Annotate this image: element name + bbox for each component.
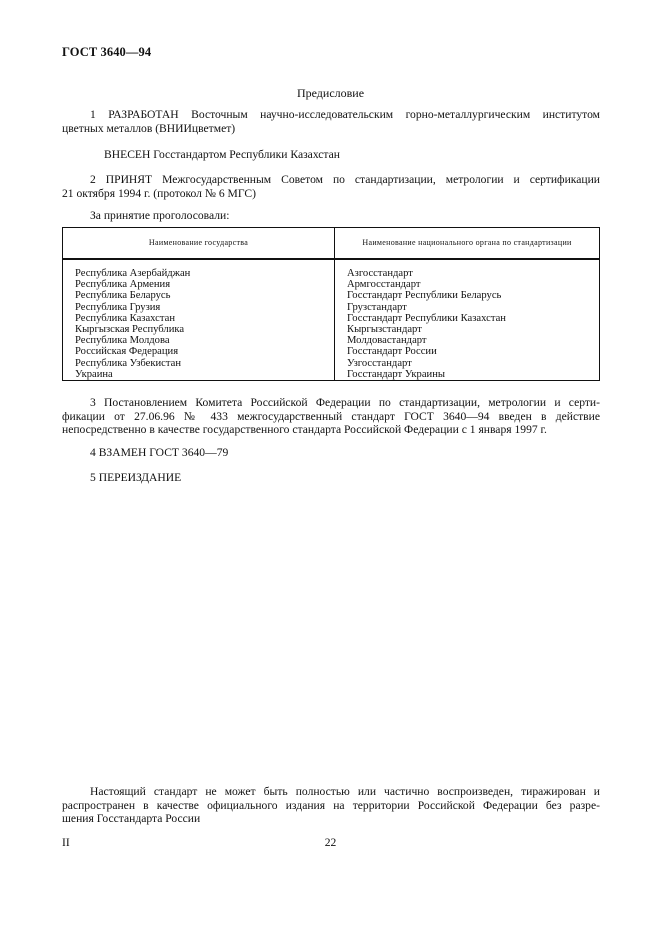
- section-1: [62, 108, 600, 135]
- standards-body-name: Кыргызстандарт: [347, 324, 422, 336]
- standards-body-name: Госстандарт России: [347, 346, 437, 358]
- section-3: [62, 396, 600, 437]
- copyright-notice: [62, 785, 600, 826]
- column-header-state: Наименование государства: [63, 228, 335, 260]
- states-cell: [63, 259, 335, 381]
- table-row: [63, 259, 600, 381]
- state-name: Республика Казахстан: [75, 312, 176, 324]
- standards-body-name: Госстандарт Республики Казахстан: [347, 312, 506, 324]
- state-name: Кыргызская Республика: [75, 324, 185, 336]
- standards-body-name: Госстандарт Украины: [347, 368, 445, 380]
- standards-body-name: Узгосстандарт: [347, 357, 412, 369]
- section-5: 5 ПЕРЕИЗДАНИЕ: [90, 471, 182, 484]
- section-2: [62, 173, 600, 200]
- section-3-line-1: 3 Постановлением Комитета Российской Федерации по стандартизации, метрологии и серти-: [90, 396, 600, 409]
- copyright-line-3: шения Госстандарта России: [62, 812, 201, 825]
- copyright-line-2: распространен в качестве официального издания на территории Российской Федерации без разре-: [62, 798, 600, 812]
- section-2-line-1: 2 ПРИНЯТ Межгосударственным Советом по стандартизации, метрологии и сертификации: [90, 173, 600, 186]
- standards-body-name: Госстандарт Республики Беларусь: [347, 290, 502, 302]
- state-name: Республика Грузия: [75, 301, 161, 313]
- section-3-line-2: фикации от 27.06.96 № 433 межгосударственный стандарт ГОСТ 3640—94 введен в действие: [62, 409, 600, 423]
- standards-body-name: Азгосстандарт: [347, 268, 413, 279]
- introduced-by: ВНЕСЕН Госстандартом Республики Казахстан: [104, 148, 340, 161]
- state-name: Украина: [75, 368, 113, 380]
- column-header-body: Наименование национального органа по стандартизации: [335, 228, 600, 260]
- state-name: Республика Азербайджан: [75, 268, 191, 279]
- standards-body-name: Грузстандарт: [347, 301, 407, 313]
- voted-label: За принятие проголосовали:: [90, 209, 230, 222]
- standards-body-name: Молдовастандарт: [347, 335, 427, 347]
- state-name: Российская Федерация: [75, 346, 179, 358]
- page-number: 22: [324, 836, 337, 849]
- page-title: Предисловие: [296, 86, 365, 100]
- state-name: Республика Молдова: [75, 335, 170, 347]
- section-1-line-2: цветных металлов (ВНИИцветмет): [62, 121, 236, 135]
- section-1-line-1: 1 РАЗРАБОТАН Восточным научно-исследовательским горно-металлургическим институтом: [90, 108, 600, 121]
- section-2-line-2: 21 октября 1994 г. (протокол № 6 МГС): [62, 186, 256, 200]
- state-name: Республика Армения: [75, 279, 171, 291]
- state-name: Республика Беларусь: [75, 290, 171, 302]
- voting-table: [62, 227, 600, 381]
- state-name: Республика Узбекистан: [75, 357, 182, 369]
- table-header-row: [63, 228, 600, 260]
- document-code: ГОСТ 3640—94: [62, 45, 152, 59]
- copyright-line-1: Настоящий стандарт не может быть полностью или частично воспроизведен, тиражирован и: [90, 785, 600, 798]
- section-3-line-3: непосредственно в качестве государственного стандарта Российской Федерации с 1 января 1997 г.: [62, 423, 547, 436]
- standards-body-name: Армгосстандарт: [347, 279, 421, 291]
- bodies-cell: [335, 259, 600, 381]
- section-4: 4 ВЗАМЕН ГОСТ 3640—79: [90, 446, 229, 459]
- page-roman-numeral: II: [62, 836, 70, 849]
